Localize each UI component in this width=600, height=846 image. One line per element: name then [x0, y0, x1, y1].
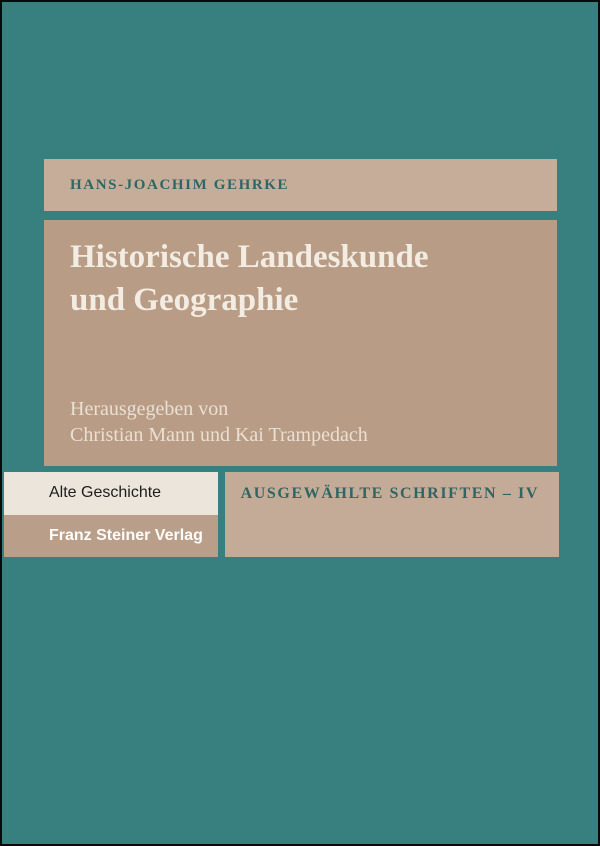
book-title — [70, 236, 537, 322]
editors-block — [70, 396, 537, 448]
title-line-2: und Geographie — [70, 282, 299, 318]
imprint-column — [4, 472, 218, 557]
imprint-category-box — [4, 472, 218, 515]
publisher-name: Franz Steiner Verlag — [49, 526, 203, 544]
series-label: AUSGEWÄHLTE SCHRIFTEN – IV — [240, 485, 539, 502]
title-box — [44, 220, 557, 466]
author-name: HANS-JOACHIM GEHRKE — [70, 176, 290, 193]
title-line-1: Historische Landeskunde — [70, 239, 429, 275]
editors-intro: Herausgegeben von — [70, 398, 229, 420]
publisher-box — [4, 515, 218, 558]
series-box — [225, 472, 559, 557]
author-band — [44, 159, 557, 211]
imprint-category-label: Alte Geschichte — [49, 484, 162, 502]
editors-names: Christian Mann und Kai Trampedach — [70, 424, 368, 446]
